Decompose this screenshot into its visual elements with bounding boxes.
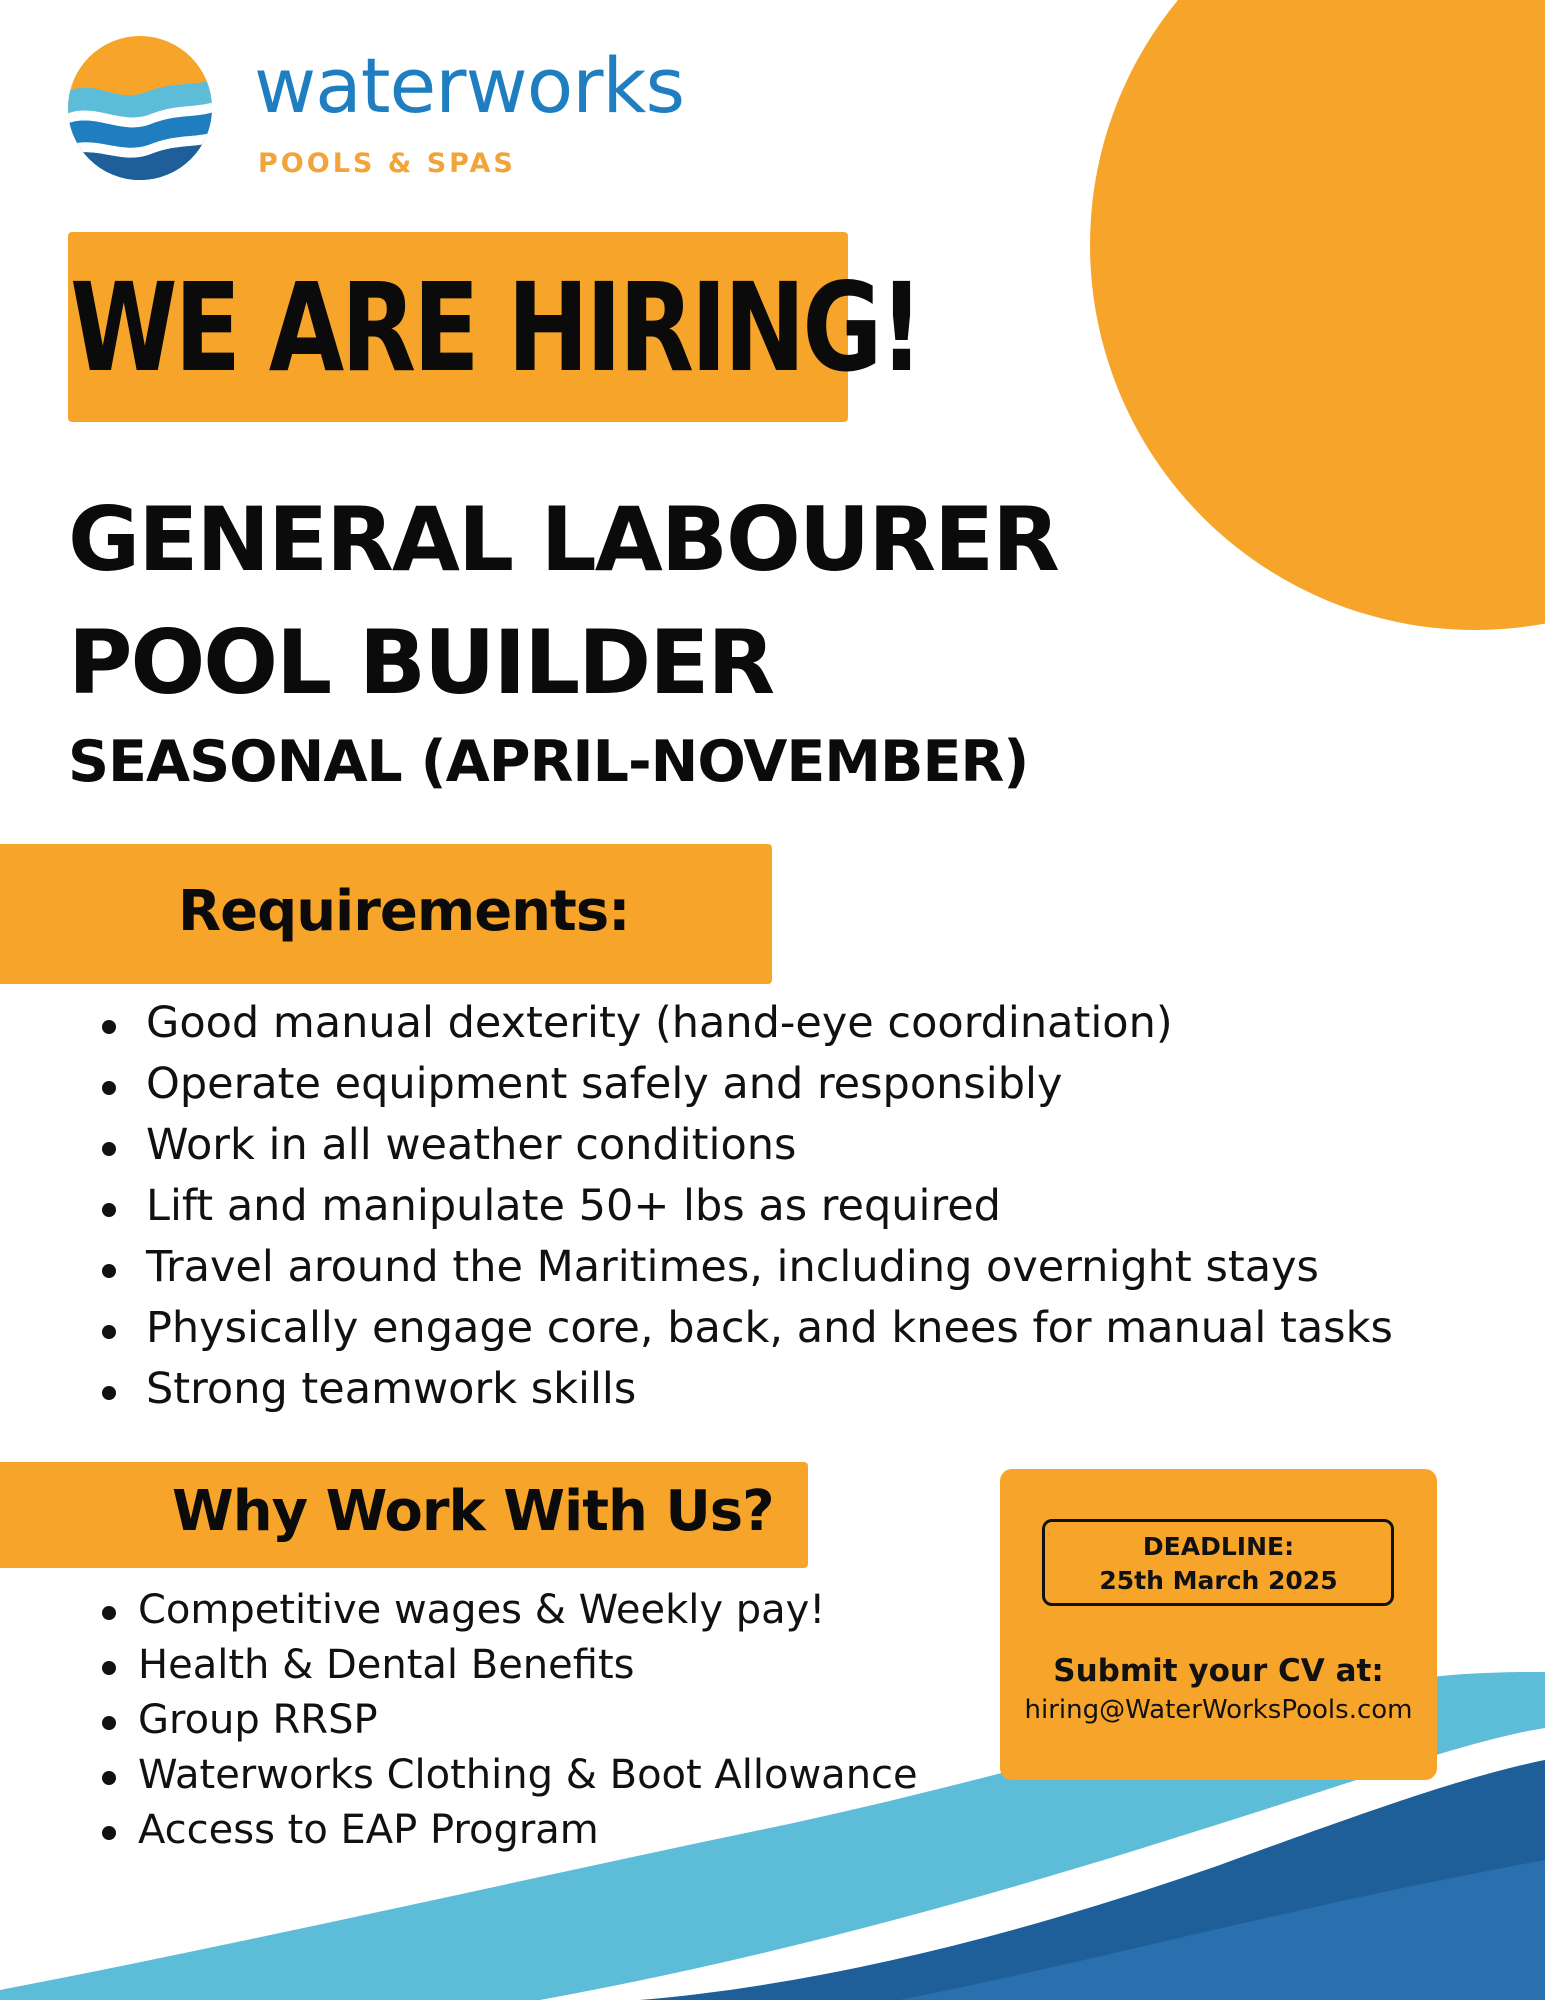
deadline-label: DEADLINE: (1142, 1532, 1295, 1561)
bullet-icon (102, 1661, 116, 1675)
list-item (102, 1120, 1393, 1185)
list-item (102, 1697, 918, 1755)
benefits-heading: Why Work With Us? (172, 1479, 774, 1544)
list-item (102, 998, 1393, 1063)
bullet-icon (102, 1142, 116, 1156)
list-item-text: Travel around the Maritimes, including overnight stays (146, 1242, 1319, 1292)
requirements-heading: Requirements: (178, 879, 630, 944)
list-item (102, 1181, 1393, 1246)
list-item (102, 1807, 918, 1865)
deadline-date: 25th March 2025 (1099, 1566, 1338, 1595)
list-item (102, 1059, 1393, 1124)
bullet-icon (102, 1606, 116, 1620)
deadline-card (1000, 1469, 1437, 1780)
brand-tagline: POOLS & SPAS (258, 148, 516, 179)
bullet-icon (102, 1081, 116, 1095)
list-item (102, 1642, 918, 1700)
list-item (102, 1752, 918, 1810)
job-term: SEASONAL (APRIL-NOVEMBER) (68, 729, 1029, 795)
list-item-text: Physically engage core, back, and knees for manual tasks (146, 1303, 1393, 1353)
list-item-text: Operate equipment safely and responsibly (146, 1059, 1063, 1109)
list-item (102, 1587, 918, 1645)
list-item-text: Strong teamwork skills (146, 1364, 637, 1414)
list-item-text: Competitive wages & Weekly pay! (138, 1587, 826, 1633)
bullet-icon (102, 1203, 116, 1217)
list-item-text: Group RRSP (138, 1697, 378, 1743)
job-title-line-1: GENERAL LABOURER (68, 488, 1058, 591)
submit-email: hiring@WaterWorksPools.com (1024, 1695, 1413, 1725)
list-item (102, 1242, 1393, 1307)
list-item (102, 1303, 1393, 1368)
bullet-icon (102, 1264, 116, 1278)
hiring-headline: WE ARE HIRING! (70, 257, 921, 399)
list-item-text: Health & Dental Benefits (138, 1642, 635, 1688)
list-item-text: Waterworks Clothing & Boot Allowance (138, 1752, 918, 1798)
benefits-list (102, 1587, 918, 1865)
bullet-icon (102, 1325, 116, 1339)
bullet-icon (102, 1771, 116, 1785)
waterworks-logo-icon (66, 34, 214, 182)
job-title-line-2: POOL BUILDER (68, 611, 774, 714)
bullet-icon (102, 1020, 116, 1034)
list-item-text: Good manual dexterity (hand-eye coordination) (146, 998, 1173, 1048)
submit-cv-label: Submit your CV at: (1053, 1653, 1384, 1689)
brand-name: waterworks (254, 41, 685, 130)
list-item-text: Work in all weather conditions (146, 1120, 797, 1170)
list-item-text: Lift and manipulate 50+ lbs as required (146, 1181, 1001, 1231)
requirements-list (102, 998, 1393, 1429)
list-item (102, 1364, 1393, 1429)
list-item-text: Access to EAP Program (138, 1807, 599, 1853)
bullet-icon (102, 1386, 116, 1400)
bullet-icon (102, 1826, 116, 1840)
bullet-icon (102, 1716, 116, 1730)
